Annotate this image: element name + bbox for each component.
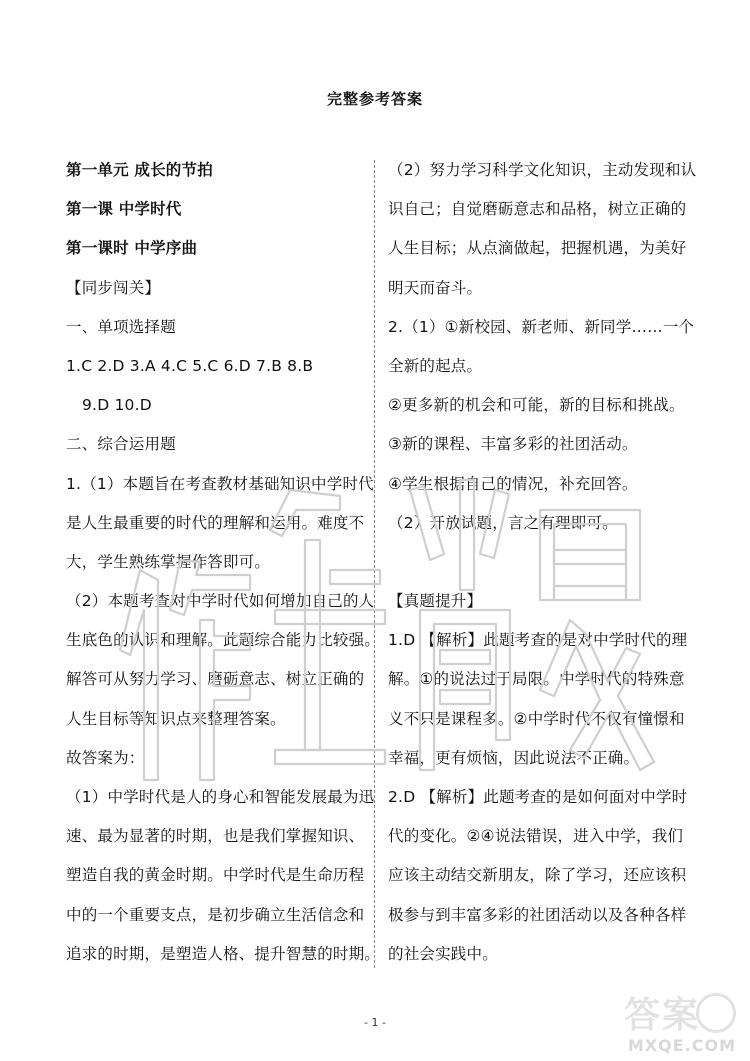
logo-text: 答案 — [623, 995, 700, 1036]
text-line: （2）本题考查对中学时代如何增加自己的人 — [66, 592, 375, 611]
text-line: 人生目标等知识点来整理答案。 — [66, 709, 286, 728]
text-line: 极参与到丰富多彩的社团活动以及各种各样 — [388, 905, 687, 924]
text-line: 人生目标；从点滴做起，把握机遇，为美好 — [388, 239, 687, 258]
text-line: 识自己；自觉磨砺意志和品格，树立正确的 — [388, 200, 687, 219]
column-divider — [374, 160, 375, 968]
logo-circle-icon — [696, 993, 736, 1033]
logo — [590, 985, 740, 1055]
text-line: 解。①的说法过于局限。中学时代的特殊意 — [388, 670, 685, 689]
text-line: 全新的起点。 — [388, 356, 483, 375]
logo-subtext: MXQE.COM — [627, 1036, 736, 1055]
text-line: ③新的课程、丰富多彩的社团活动。 — [388, 435, 638, 454]
answer-line: 1.C 2.D 3.A 4.C 5.C 6.D 7.B 8.B — [66, 356, 314, 375]
text-line: 2.D 【解析】此题考查的是如何面对中学时 — [388, 788, 688, 806]
text-line: ④学生根据自己的情况，补充回答。 — [388, 474, 638, 493]
text-line: ②更多新的机会和可能，新的目标和挑战。 — [388, 396, 685, 415]
unit-heading: 第一单元 成长的节拍 — [66, 161, 213, 179]
text-line: 是人生最重要的时代的理解和运用。难度不 — [66, 513, 365, 532]
blank-line — [388, 552, 688, 572]
question-type-heading: 一、单项选择题 — [66, 317, 176, 336]
period-heading: 第一课时 中学序曲 — [66, 239, 198, 258]
text-line: （1）中学时代是人的身心和智能发展最为迅 — [66, 788, 375, 806]
question-type-heading: 二、综合运用题 — [66, 435, 176, 454]
text-line: 追求的时期，是塑造人格、提升智慧的时期。 — [66, 944, 381, 963]
right-column — [388, 160, 697, 983]
text-line: 生底色的认识和理解。此题综合能力比较强。 — [66, 631, 381, 650]
page-number: - 1 - — [364, 1016, 386, 1029]
text-line: 幸福，更有烦恼，因此说法不正确。 — [388, 748, 640, 767]
text-line: 代的变化。②④说法错误，进入中学，我们 — [388, 827, 684, 846]
text-line: 1.（1）本题旨在考查教材基础知识中学时代 — [66, 474, 374, 493]
text-line: 中的一个重要支点，是初步确立生活信念和 — [66, 905, 365, 924]
answer-line: 9.D 10.D — [82, 396, 152, 415]
text-line: 解答可从努力学习、磨砺意志、树立正确的 — [66, 670, 365, 689]
text-line: 塑造自我的黄金时期。中学时代是生命历程 — [66, 866, 365, 885]
left-column — [66, 160, 381, 983]
text-line: 2.（1）①新校园、新老师、新同学……一个 — [388, 317, 695, 336]
text-line: 明天而奋斗。 — [388, 278, 483, 297]
text-line: 应该主动结交新朋友，除了学习，还应该积 — [388, 866, 687, 885]
section-label: 【真题提升】 — [388, 592, 483, 611]
section-label: 【同步闯关】 — [66, 278, 161, 297]
text-line: 故答案为： — [66, 748, 145, 767]
text-line: 的社会实践中。 — [388, 944, 498, 963]
page-title: 完整参考答案 — [326, 90, 423, 108]
text-line: 义不只是课程多。②中学时代不仅有憧憬和 — [388, 709, 685, 728]
text-line: 1.D 【解析】此题考查的是对中学时代的理 — [388, 631, 688, 650]
text-line: 大，学生熟练掌握作答即可。 — [66, 552, 271, 571]
lesson-heading: 第一课 中学时代 — [66, 200, 182, 219]
text-line: （2）努力学习科学文化知识，主动发现和认 — [388, 161, 697, 179]
text-line: （2）开放试题，言之有理即可。 — [388, 513, 618, 532]
text-line: 速、最为显著的时期，也是我们掌握知识、 — [66, 827, 365, 846]
